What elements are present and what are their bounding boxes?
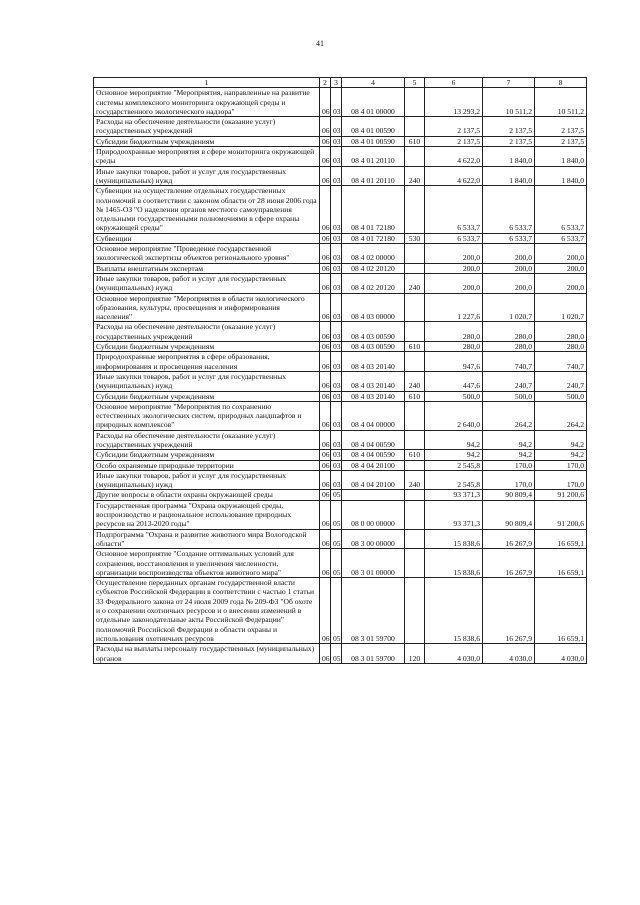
amount-col7-cell: 240,7 bbox=[483, 371, 535, 391]
subsection-code-cell: 03 bbox=[331, 322, 342, 342]
row-name-cell: Другие вопросы в области охраны окружающей среды bbox=[94, 490, 320, 500]
amount-col6-cell: 94,2 bbox=[425, 450, 483, 460]
amount-col7-cell: 200,0 bbox=[483, 244, 535, 264]
section-code-cell: 06 bbox=[320, 470, 331, 490]
amount-col7-cell: 16 267,9 bbox=[483, 529, 535, 549]
amount-col8-cell: 170,0 bbox=[535, 470, 587, 490]
subsection-code-cell: 03 bbox=[331, 273, 342, 293]
expense-type-cell bbox=[405, 293, 425, 322]
amount-col7-cell: 500,0 bbox=[483, 391, 535, 401]
amount-col6-cell: 6 533,7 bbox=[425, 233, 483, 243]
expense-type-cell bbox=[405, 430, 425, 450]
row-name-cell: Природоохранные мероприятия в сфере образования, информирования и просвещения населения bbox=[94, 352, 320, 372]
amount-col6-cell: 4 030,0 bbox=[425, 644, 483, 664]
amount-col6-cell: 4 622,0 bbox=[425, 166, 483, 186]
section-code-cell: 06 bbox=[320, 500, 331, 529]
section-code-cell: 06 bbox=[320, 371, 331, 391]
column-header: 4 bbox=[342, 78, 405, 88]
column-header: 8 bbox=[535, 78, 587, 88]
row-name-cell: Субсидии бюджетным учреждениям bbox=[94, 342, 320, 352]
subsection-code-cell: 03 bbox=[331, 470, 342, 490]
page-number: 41 bbox=[316, 39, 324, 48]
row-name-cell: Субвенции на осуществление отдельных государственных полномочий в соответствии с законом области от 28 июня 2006 года № 1465-ОЗ "О наделении органов местного самоуправления отдельными государственными полномочиями в сфере охраны окружающей среды" bbox=[94, 186, 320, 233]
expense-type-cell bbox=[405, 263, 425, 273]
amount-col6-cell: 4 622,0 bbox=[425, 147, 483, 167]
amount-col7-cell: 1 840,0 bbox=[483, 166, 535, 186]
row-name-cell: Природоохранные мероприятия в сфере мониторинга окружающей среды bbox=[94, 147, 320, 167]
row-name-cell: Основное мероприятие "Создание оптимальных условий для сохранения, восстановления и увеличения численности, организации воспроизводства объектов животного мира" bbox=[94, 549, 320, 578]
amount-col8-cell: 6 533,7 bbox=[535, 186, 587, 233]
target-article-cell: 08 3 01 59700 bbox=[342, 644, 405, 664]
expense-type-cell bbox=[405, 147, 425, 167]
section-code-cell: 06 bbox=[320, 244, 331, 264]
table-row bbox=[94, 578, 587, 644]
target-article-cell: 08 4 04 00590 bbox=[342, 430, 405, 450]
target-article-cell: 08 4 02 00000 bbox=[342, 244, 405, 264]
table-row bbox=[94, 136, 587, 146]
amount-col8-cell: 240,7 bbox=[535, 371, 587, 391]
amount-col7-cell: 94,2 bbox=[483, 430, 535, 450]
column-header: 2 bbox=[320, 78, 331, 88]
amount-col7-cell: 10 511,2 bbox=[483, 88, 535, 117]
section-code-cell: 06 bbox=[320, 136, 331, 146]
table-row bbox=[94, 166, 587, 186]
amount-col7-cell: 170,0 bbox=[483, 470, 535, 490]
expense-type-cell: 530 bbox=[405, 233, 425, 243]
section-code-cell: 06 bbox=[320, 391, 331, 401]
row-name-cell: Основное мероприятие "Проведение государственной экологической экспертизы объектов регионального уровня" bbox=[94, 244, 320, 264]
amount-col6-cell: 200,0 bbox=[425, 273, 483, 293]
amount-col6-cell: 200,0 bbox=[425, 244, 483, 264]
row-name-cell: Особо охраняемые природные территории bbox=[94, 460, 320, 470]
amount-col7-cell: 200,0 bbox=[483, 273, 535, 293]
section-code-cell: 06 bbox=[320, 430, 331, 450]
amount-col6-cell: 280,0 bbox=[425, 322, 483, 342]
row-name-cell: Иные закупки товаров, работ и услуг для государственных (муниципальных) нужд bbox=[94, 273, 320, 293]
amount-col6-cell: 13 293,2 bbox=[425, 88, 483, 117]
table-row bbox=[94, 401, 587, 430]
row-name-cell: Субвенции bbox=[94, 233, 320, 243]
subsection-code-cell: 05 bbox=[331, 490, 342, 500]
expense-type-cell: 240 bbox=[405, 371, 425, 391]
subsection-code-cell: 03 bbox=[331, 401, 342, 430]
row-name-cell: Расходы на обеспечение деятельности (оказание услуг) государственных учреждений bbox=[94, 322, 320, 342]
row-name-cell: Расходы на обеспечение деятельности (оказание услуг) государственных учреждений bbox=[94, 430, 320, 450]
section-code-cell: 06 bbox=[320, 147, 331, 167]
target-article-cell: 08 0 00 00000 bbox=[342, 500, 405, 529]
amount-col8-cell: 16 659,1 bbox=[535, 549, 587, 578]
column-header: 6 bbox=[425, 78, 483, 88]
amount-col6-cell: 93 371,3 bbox=[425, 490, 483, 500]
table-row bbox=[94, 549, 587, 578]
row-name-cell: Государственная программа "Охрана окружающей среды, воспроизводство и рациональное использование природных ресурсов на 2013-2020 годы" bbox=[94, 500, 320, 529]
subsection-code-cell: 03 bbox=[331, 430, 342, 450]
amount-col8-cell: 740,7 bbox=[535, 352, 587, 372]
amount-col8-cell: 500,0 bbox=[535, 391, 587, 401]
amount-col8-cell: 91 200,6 bbox=[535, 500, 587, 529]
table-row bbox=[94, 500, 587, 529]
subsection-code-cell: 05 bbox=[331, 500, 342, 529]
table-row bbox=[94, 147, 587, 167]
table-row bbox=[94, 293, 587, 322]
expense-type-cell bbox=[405, 549, 425, 578]
row-name-cell: Субсидии бюджетным учреждениям bbox=[94, 136, 320, 146]
amount-col6-cell: 500,0 bbox=[425, 391, 483, 401]
section-code-cell: 06 bbox=[320, 450, 331, 460]
amount-col7-cell: 16 267,9 bbox=[483, 549, 535, 578]
subsection-code-cell: 03 bbox=[331, 88, 342, 117]
table-row bbox=[94, 352, 587, 372]
expense-type-cell: 610 bbox=[405, 136, 425, 146]
section-code-cell: 06 bbox=[320, 644, 331, 664]
target-article-cell: 08 4 04 00000 bbox=[342, 401, 405, 430]
table-row bbox=[94, 233, 587, 243]
section-code-cell: 06 bbox=[320, 578, 331, 644]
amount-col7-cell: 2 137,5 bbox=[483, 136, 535, 146]
subsection-code-cell: 05 bbox=[331, 529, 342, 549]
row-name-cell: Расходы на выплаты персоналу государственных (муниципальных) органов bbox=[94, 644, 320, 664]
table-row bbox=[94, 430, 587, 450]
subsection-code-cell: 03 bbox=[331, 263, 342, 273]
section-code-cell: 06 bbox=[320, 549, 331, 578]
row-name-cell: Основное мероприятие "Мероприятия, направленные на развитие системы комплексного мониторинга окружающей среды и государственного экологического надзора" bbox=[94, 88, 320, 117]
amount-col6-cell: 15 838,6 bbox=[425, 578, 483, 644]
amount-col8-cell: 4 030,0 bbox=[535, 644, 587, 664]
row-name-cell: Иные закупки товаров, работ и услуг для государственных (муниципальных) нужд bbox=[94, 166, 320, 186]
subsection-code-cell: 03 bbox=[331, 147, 342, 167]
subsection-code-cell: 03 bbox=[331, 166, 342, 186]
amount-col7-cell: 94,2 bbox=[483, 450, 535, 460]
amount-col8-cell: 200,0 bbox=[535, 244, 587, 264]
subsection-code-cell: 03 bbox=[331, 371, 342, 391]
section-code-cell: 06 bbox=[320, 186, 331, 233]
amount-col6-cell: 94,2 bbox=[425, 430, 483, 450]
expense-type-cell: 610 bbox=[405, 342, 425, 352]
subsection-code-cell: 03 bbox=[331, 186, 342, 233]
target-article-cell: 08 3 01 59700 bbox=[342, 578, 405, 644]
amount-col7-cell: 740,7 bbox=[483, 352, 535, 372]
target-article-cell: 08 4 02 20120 bbox=[342, 263, 405, 273]
target-article-cell bbox=[342, 490, 405, 500]
subsection-code-cell: 05 bbox=[331, 578, 342, 644]
expense-type-cell bbox=[405, 529, 425, 549]
expense-type-cell bbox=[405, 322, 425, 342]
table-row bbox=[94, 450, 587, 460]
table-row bbox=[94, 342, 587, 352]
section-code-cell: 06 bbox=[320, 490, 331, 500]
amount-col8-cell: 16 659,1 bbox=[535, 529, 587, 549]
column-header: 5 bbox=[405, 78, 425, 88]
row-name-cell: Иные закупки товаров, работ и услуг для государственных (муниципальных) нужд bbox=[94, 371, 320, 391]
expense-type-cell bbox=[405, 244, 425, 264]
column-header: 1 bbox=[94, 78, 320, 88]
amount-col6-cell: 2 640,0 bbox=[425, 401, 483, 430]
target-article-cell: 08 4 04 00590 bbox=[342, 450, 405, 460]
amount-col7-cell: 6 533,7 bbox=[483, 233, 535, 243]
expense-type-cell: 610 bbox=[405, 450, 425, 460]
amount-col8-cell: 280,0 bbox=[535, 322, 587, 342]
row-name-cell: Расходы на обеспечение деятельности (оказание услуг) государственных учреждений bbox=[94, 117, 320, 137]
target-article-cell: 08 3 00 00000 bbox=[342, 529, 405, 549]
amount-col6-cell: 15 838,6 bbox=[425, 529, 483, 549]
subsection-code-cell: 03 bbox=[331, 117, 342, 137]
amount-col7-cell: 4 030,0 bbox=[483, 644, 535, 664]
amount-col6-cell: 200,0 bbox=[425, 263, 483, 273]
expense-type-cell: 240 bbox=[405, 470, 425, 490]
header-row bbox=[94, 78, 587, 88]
expense-type-cell: 120 bbox=[405, 644, 425, 664]
amount-col6-cell: 93 371,3 bbox=[425, 500, 483, 529]
section-code-cell: 06 bbox=[320, 342, 331, 352]
section-code-cell: 06 bbox=[320, 401, 331, 430]
section-code-cell: 06 bbox=[320, 233, 331, 243]
amount-col7-cell: 6 533,7 bbox=[483, 186, 535, 233]
target-article-cell: 08 4 03 20140 bbox=[342, 391, 405, 401]
amount-col8-cell: 10 511,2 bbox=[535, 88, 587, 117]
amount-col8-cell: 91 200,6 bbox=[535, 490, 587, 500]
amount-col7-cell: 90 809,4 bbox=[483, 500, 535, 529]
target-article-cell: 08 4 01 00000 bbox=[342, 88, 405, 117]
expense-type-cell bbox=[405, 578, 425, 644]
amount-col8-cell: 264,2 bbox=[535, 401, 587, 430]
amount-col8-cell: 200,0 bbox=[535, 273, 587, 293]
target-article-cell: 08 4 01 00590 bbox=[342, 117, 405, 137]
table-row bbox=[94, 244, 587, 264]
amount-col7-cell: 170,0 bbox=[483, 460, 535, 470]
subsection-code-cell: 03 bbox=[331, 293, 342, 322]
table-row bbox=[94, 470, 587, 490]
section-code-cell: 06 bbox=[320, 263, 331, 273]
subsection-code-cell: 05 bbox=[331, 644, 342, 664]
expense-type-cell bbox=[405, 490, 425, 500]
section-code-cell: 06 bbox=[320, 166, 331, 186]
table-row bbox=[94, 529, 587, 549]
subsection-code-cell: 03 bbox=[331, 233, 342, 243]
amount-col8-cell: 16 659,1 bbox=[535, 578, 587, 644]
amount-col6-cell: 447,6 bbox=[425, 371, 483, 391]
section-code-cell: 06 bbox=[320, 322, 331, 342]
table-row bbox=[94, 644, 587, 664]
target-article-cell: 08 4 01 20110 bbox=[342, 166, 405, 186]
target-article-cell: 08 4 04 20100 bbox=[342, 470, 405, 490]
row-name-cell: Субсидии бюджетным учреждениям bbox=[94, 391, 320, 401]
expense-type-cell bbox=[405, 500, 425, 529]
amount-col8-cell: 280,0 bbox=[535, 342, 587, 352]
amount-col6-cell: 6 533,7 bbox=[425, 186, 483, 233]
section-code-cell: 06 bbox=[320, 88, 331, 117]
amount-col6-cell: 15 838,6 bbox=[425, 549, 483, 578]
expense-type-cell bbox=[405, 401, 425, 430]
subsection-code-cell: 05 bbox=[331, 549, 342, 578]
amount-col6-cell: 2 545,8 bbox=[425, 470, 483, 490]
subsection-code-cell: 03 bbox=[331, 391, 342, 401]
target-article-cell: 08 4 01 72180 bbox=[342, 233, 405, 243]
subsection-code-cell: 03 bbox=[331, 342, 342, 352]
expense-type-cell bbox=[405, 352, 425, 372]
table-row bbox=[94, 371, 587, 391]
amount-col7-cell: 280,0 bbox=[483, 322, 535, 342]
target-article-cell: 08 4 01 20110 bbox=[342, 147, 405, 167]
amount-col7-cell: 16 267,9 bbox=[483, 578, 535, 644]
row-name-cell: Основное мероприятие "Мероприятия по сохранению естественных экологических систем, природных ландшафтов и природных комплексов" bbox=[94, 401, 320, 430]
table-row bbox=[94, 490, 587, 500]
section-code-cell: 06 bbox=[320, 293, 331, 322]
amount-col6-cell: 2 545,8 bbox=[425, 460, 483, 470]
table-row bbox=[94, 117, 587, 137]
amount-col8-cell: 1 020,7 bbox=[535, 293, 587, 322]
amount-col8-cell: 170,0 bbox=[535, 460, 587, 470]
row-name-cell: Субсидии бюджетным учреждениям bbox=[94, 450, 320, 460]
section-code-cell: 06 bbox=[320, 117, 331, 137]
table-row bbox=[94, 263, 587, 273]
table-body bbox=[94, 78, 587, 664]
expense-type-cell bbox=[405, 88, 425, 117]
amount-col7-cell: 90 809,4 bbox=[483, 490, 535, 500]
amount-col7-cell: 200,0 bbox=[483, 263, 535, 273]
row-name-cell: Подпрограмма "Охрана и развитие животного мира Вологодской области" bbox=[94, 529, 320, 549]
subsection-code-cell: 03 bbox=[331, 352, 342, 372]
amount-col6-cell: 947,6 bbox=[425, 352, 483, 372]
table-row bbox=[94, 186, 587, 233]
subsection-code-cell: 03 bbox=[331, 450, 342, 460]
expense-type-cell: 240 bbox=[405, 273, 425, 293]
row-name-cell: Основное мероприятие "Мероприятия в области экологического образования, культуры, просвещения и информирования населения" bbox=[94, 293, 320, 322]
amount-col8-cell: 200,0 bbox=[535, 263, 587, 273]
amount-col7-cell: 264,2 bbox=[483, 401, 535, 430]
table-row bbox=[94, 273, 587, 293]
amount-col8-cell: 1 840,0 bbox=[535, 147, 587, 167]
amount-col6-cell: 2 137,5 bbox=[425, 136, 483, 146]
amount-col6-cell: 280,0 bbox=[425, 342, 483, 352]
table-row bbox=[94, 460, 587, 470]
expense-type-cell bbox=[405, 186, 425, 233]
budget-table bbox=[93, 77, 587, 664]
target-article-cell: 08 4 01 72180 bbox=[342, 186, 405, 233]
amount-col8-cell: 94,2 bbox=[535, 430, 587, 450]
expense-type-cell bbox=[405, 460, 425, 470]
column-header: 3 bbox=[331, 78, 342, 88]
section-code-cell: 06 bbox=[320, 460, 331, 470]
amount-col7-cell: 1 840,0 bbox=[483, 147, 535, 167]
target-article-cell: 08 4 01 00590 bbox=[342, 136, 405, 146]
section-code-cell: 06 bbox=[320, 529, 331, 549]
row-name-cell: Осуществление переданных органам государственной власти субъектов Российской Федерации в соответствии с частью 1 статьи 33 Федерального закона от 24 июля 2009 года № 209-ФЗ "Об охоте и о сохранении охотничьих ресурсов и о внесении изменений в отдельные законодательные акты Российской Федерации" полномочий Российской Федерации в области охраны и использования охотничьих ресурсов bbox=[94, 578, 320, 644]
target-article-cell: 08 3 01 00000 bbox=[342, 549, 405, 578]
section-code-cell: 06 bbox=[320, 273, 331, 293]
target-article-cell: 08 4 03 20140 bbox=[342, 352, 405, 372]
subsection-code-cell: 03 bbox=[331, 460, 342, 470]
table-row bbox=[94, 391, 587, 401]
target-article-cell: 08 4 03 00590 bbox=[342, 342, 405, 352]
section-code-cell: 06 bbox=[320, 352, 331, 372]
amount-col7-cell: 1 020,7 bbox=[483, 293, 535, 322]
target-article-cell: 08 4 03 00590 bbox=[342, 322, 405, 342]
target-article-cell: 08 4 03 20140 bbox=[342, 371, 405, 391]
target-article-cell: 08 4 03 00000 bbox=[342, 293, 405, 322]
amount-col7-cell: 280,0 bbox=[483, 342, 535, 352]
expense-type-cell: 610 bbox=[405, 391, 425, 401]
column-header: 7 bbox=[483, 78, 535, 88]
amount-col7-cell: 2 137,5 bbox=[483, 117, 535, 137]
subsection-code-cell: 03 bbox=[331, 136, 342, 146]
expense-type-cell: 240 bbox=[405, 166, 425, 186]
table-row bbox=[94, 322, 587, 342]
row-name-cell: Иные закупки товаров, работ и услуг для государственных (муниципальных) нужд bbox=[94, 470, 320, 490]
amount-col8-cell: 2 137,5 bbox=[535, 136, 587, 146]
subsection-code-cell: 03 bbox=[331, 244, 342, 264]
row-name-cell: Выплаты внештатным экспертам bbox=[94, 263, 320, 273]
target-article-cell: 08 4 04 20100 bbox=[342, 460, 405, 470]
expense-type-cell bbox=[405, 117, 425, 137]
amount-col8-cell: 94,2 bbox=[535, 450, 587, 460]
amount-col8-cell: 2 137,5 bbox=[535, 117, 587, 137]
target-article-cell: 08 4 02 20120 bbox=[342, 273, 405, 293]
table-row bbox=[94, 88, 587, 117]
amount-col8-cell: 1 840,0 bbox=[535, 166, 587, 186]
amount-col6-cell: 2 137,5 bbox=[425, 117, 483, 137]
amount-col6-cell: 1 227,6 bbox=[425, 293, 483, 322]
amount-col8-cell: 6 533,7 bbox=[535, 233, 587, 243]
